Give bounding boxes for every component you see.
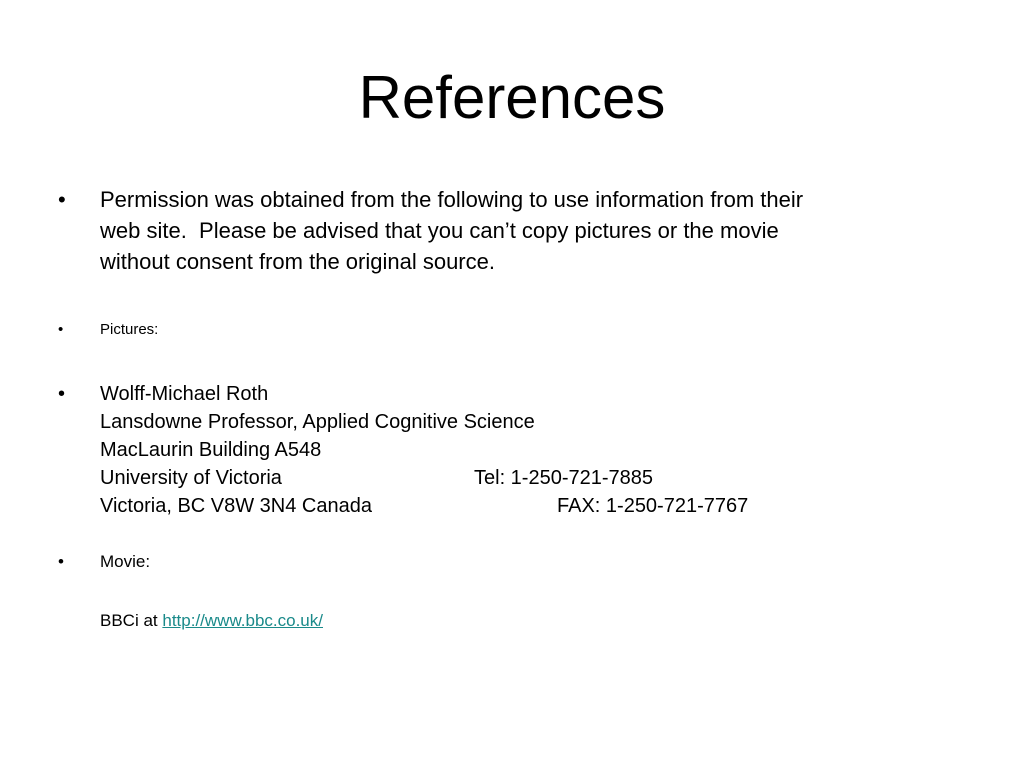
movie-label: Movie: — [100, 552, 151, 571]
contact-university: University of Victoria — [100, 467, 282, 489]
permission-line-1: Permission was obtained from the following to use information from their — [100, 187, 804, 212]
bbc-link[interactable]: http://www.bbc.co.uk/ — [162, 611, 323, 630]
contact-tel: Tel: 1-250-721-7885 — [474, 467, 654, 489]
bullet-marker: • — [58, 383, 66, 405]
contact-name: Wolff-Michael Roth — [100, 383, 269, 405]
contact-position: Lansdowne Professor, Applied Cognitive Science — [100, 411, 535, 433]
source-prefix: BBCi at — [100, 611, 163, 630]
pictures-label: Pictures: — [100, 321, 159, 338]
bullet-marker: • — [58, 552, 64, 571]
bullet-marker: • — [58, 321, 64, 338]
slide-title: References — [358, 64, 666, 131]
contact-block — [100, 380, 820, 520]
permission-line-2: web site. Please be advised that you can’t copy pictures or the movie — [100, 218, 779, 243]
contact-fax: FAX: 1-250-721-7767 — [557, 495, 749, 517]
permission-text — [100, 184, 803, 277]
contact-city: Victoria, BC V8W 3N4 Canada — [100, 495, 372, 517]
contact-building: MacLaurin Building A548 — [100, 439, 322, 461]
movie-source — [100, 610, 323, 632]
bullet-marker: • — [58, 187, 66, 212]
contact-city-row — [100, 492, 820, 520]
permission-line-3: without consent from the original source. — [100, 249, 495, 274]
contact-university-row — [100, 464, 820, 492]
